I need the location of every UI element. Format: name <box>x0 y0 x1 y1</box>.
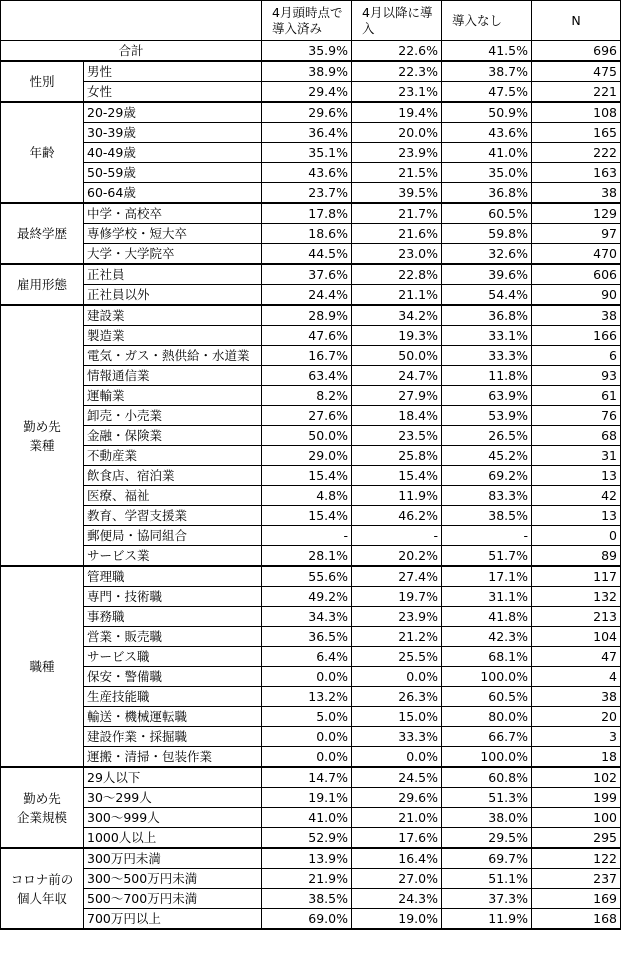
value-adopted-after-april: 21.1% <box>352 285 442 306</box>
value-n: 42 <box>532 486 621 506</box>
value-not-adopted: 53.9% <box>442 406 532 426</box>
table-row <box>1 909 621 930</box>
value-n: 89 <box>532 546 621 567</box>
row-label: 営業・販売職 <box>84 627 262 647</box>
value-n: 102 <box>532 767 621 788</box>
total-adopted-by-april: 35.9% <box>262 41 352 62</box>
value-adopted-by-april: 52.9% <box>262 828 352 849</box>
table-row <box>1 647 621 667</box>
value-not-adopted: 59.8% <box>442 224 532 244</box>
value-not-adopted: 39.6% <box>442 264 532 285</box>
row-label: 500～700万円未満 <box>84 889 262 909</box>
value-n: 93 <box>532 366 621 386</box>
table-body <box>1 41 621 930</box>
value-not-adopted: 35.0% <box>442 163 532 183</box>
value-not-adopted: 31.1% <box>442 587 532 607</box>
row-label: 運輸業 <box>84 386 262 406</box>
value-adopted-after-april: 20.0% <box>352 123 442 143</box>
value-n: 122 <box>532 848 621 869</box>
group-label: 勤め先 企業規模 <box>1 767 84 848</box>
row-label: 製造業 <box>84 326 262 346</box>
value-adopted-after-april: 23.9% <box>352 143 442 163</box>
table-row <box>1 546 621 567</box>
header-corner <box>1 1 262 41</box>
value-adopted-after-april: 0.0% <box>352 667 442 687</box>
value-adopted-after-april: 27.4% <box>352 566 442 587</box>
value-n: 4 <box>532 667 621 687</box>
value-not-adopted: 38.7% <box>442 61 532 82</box>
value-n: 61 <box>532 386 621 406</box>
group-label: 雇用形態 <box>1 264 84 305</box>
value-not-adopted: 33.3% <box>442 346 532 366</box>
row-label: 専門・技術職 <box>84 587 262 607</box>
row-label: 60-64歳 <box>84 183 262 204</box>
table-row <box>1 102 621 123</box>
table-row <box>1 346 621 366</box>
value-adopted-by-april: 49.2% <box>262 587 352 607</box>
value-not-adopted: 51.1% <box>442 869 532 889</box>
table-row <box>1 506 621 526</box>
group-label: 職種 <box>1 566 84 767</box>
group-label: 性別 <box>1 61 84 102</box>
value-adopted-by-april: 63.4% <box>262 366 352 386</box>
table-row <box>1 264 621 285</box>
row-label: 事務職 <box>84 607 262 627</box>
table-row <box>1 889 621 909</box>
value-n: 213 <box>532 607 621 627</box>
value-n: 163 <box>532 163 621 183</box>
value-adopted-after-april: 11.9% <box>352 486 442 506</box>
row-label: 300万円未満 <box>84 848 262 869</box>
row-label: サービス職 <box>84 647 262 667</box>
header-col-n: N <box>532 1 621 41</box>
total-n: 696 <box>532 41 621 62</box>
value-adopted-after-april: 19.3% <box>352 326 442 346</box>
table-row <box>1 526 621 546</box>
value-n: 132 <box>532 587 621 607</box>
value-adopted-by-april: 43.6% <box>262 163 352 183</box>
value-n: 47 <box>532 647 621 667</box>
row-label: 輸送・機械運転職 <box>84 707 262 727</box>
value-adopted-after-april: 22.8% <box>352 264 442 285</box>
value-n: 100 <box>532 808 621 828</box>
value-adopted-after-april: 23.1% <box>352 82 442 103</box>
value-not-adopted: 38.0% <box>442 808 532 828</box>
value-adopted-after-april: 34.2% <box>352 305 442 326</box>
value-adopted-by-april: 37.6% <box>262 264 352 285</box>
value-adopted-after-april: 23.9% <box>352 607 442 627</box>
row-label: 教育、学習支援業 <box>84 506 262 526</box>
value-n: 199 <box>532 788 621 808</box>
table-row <box>1 587 621 607</box>
value-not-adopted: - <box>442 526 532 546</box>
value-n: 108 <box>532 102 621 123</box>
group-label: 最終学歴 <box>1 203 84 264</box>
value-adopted-by-april: 27.6% <box>262 406 352 426</box>
value-adopted-by-april: 0.0% <box>262 667 352 687</box>
value-not-adopted: 17.1% <box>442 566 532 587</box>
value-adopted-by-april: - <box>262 526 352 546</box>
row-label: 中学・高校卒 <box>84 203 262 224</box>
table-row <box>1 566 621 587</box>
value-not-adopted: 69.7% <box>442 848 532 869</box>
table-row <box>1 244 621 265</box>
header-col-adopted-by-april: 4月頭時点で導入済み <box>262 1 352 41</box>
value-adopted-by-april: 29.4% <box>262 82 352 103</box>
value-adopted-after-april: 27.0% <box>352 869 442 889</box>
value-adopted-after-april: 19.7% <box>352 587 442 607</box>
value-n: 31 <box>532 446 621 466</box>
value-adopted-by-april: 19.1% <box>262 788 352 808</box>
table-row <box>1 326 621 346</box>
value-adopted-by-april: 36.5% <box>262 627 352 647</box>
value-not-adopted: 38.5% <box>442 506 532 526</box>
value-adopted-after-april: 24.5% <box>352 767 442 788</box>
value-n: 606 <box>532 264 621 285</box>
value-n: 3 <box>532 727 621 747</box>
row-label: 29人以下 <box>84 767 262 788</box>
value-not-adopted: 60.5% <box>442 203 532 224</box>
total-adopted-after-april: 22.6% <box>352 41 442 62</box>
value-adopted-after-april: 21.5% <box>352 163 442 183</box>
row-label: 男性 <box>84 61 262 82</box>
value-adopted-after-april: 18.4% <box>352 406 442 426</box>
value-adopted-by-april: 34.3% <box>262 607 352 627</box>
value-adopted-after-april: 23.0% <box>352 244 442 265</box>
table-row <box>1 869 621 889</box>
value-adopted-after-april: 25.8% <box>352 446 442 466</box>
value-adopted-by-april: 21.9% <box>262 869 352 889</box>
table-row <box>1 667 621 687</box>
value-not-adopted: 63.9% <box>442 386 532 406</box>
table-row <box>1 767 621 788</box>
value-adopted-after-april: 39.5% <box>352 183 442 204</box>
group-label: 勤め先 業種 <box>1 305 84 566</box>
value-adopted-by-april: 13.9% <box>262 848 352 869</box>
value-adopted-by-april: 44.5% <box>262 244 352 265</box>
value-adopted-by-april: 23.7% <box>262 183 352 204</box>
row-label: 郵便局・協同組合 <box>84 526 262 546</box>
table-row <box>1 305 621 326</box>
value-n: 222 <box>532 143 621 163</box>
value-adopted-after-april: 25.5% <box>352 647 442 667</box>
value-n: 18 <box>532 747 621 768</box>
row-label: 卸売・小売業 <box>84 406 262 426</box>
value-n: 38 <box>532 687 621 707</box>
row-label: 電気・ガス・熱供給・水道業 <box>84 346 262 366</box>
value-not-adopted: 83.3% <box>442 486 532 506</box>
table-row <box>1 123 621 143</box>
value-adopted-by-april: 16.7% <box>262 346 352 366</box>
value-n: 166 <box>532 326 621 346</box>
table-row <box>1 203 621 224</box>
row-label: 正社員以外 <box>84 285 262 306</box>
value-adopted-after-april: 24.7% <box>352 366 442 386</box>
group-label: 年齢 <box>1 102 84 203</box>
value-not-adopted: 47.5% <box>442 82 532 103</box>
value-adopted-by-april: 28.1% <box>262 546 352 567</box>
value-adopted-after-april: 27.9% <box>352 386 442 406</box>
value-n: 13 <box>532 466 621 486</box>
table-row <box>1 163 621 183</box>
row-label: サービス業 <box>84 546 262 567</box>
value-adopted-by-april: 69.0% <box>262 909 352 930</box>
row-label: 30～299人 <box>84 788 262 808</box>
value-n: 117 <box>532 566 621 587</box>
value-not-adopted: 29.5% <box>442 828 532 849</box>
header-col-adopted-after-april: 4月以降に導入 <box>352 1 442 41</box>
value-adopted-by-april: 17.8% <box>262 203 352 224</box>
value-adopted-after-april: 19.0% <box>352 909 442 930</box>
value-adopted-by-april: 4.8% <box>262 486 352 506</box>
value-not-adopted: 11.9% <box>442 909 532 930</box>
value-n: 237 <box>532 869 621 889</box>
table-row <box>1 386 621 406</box>
row-label: 50-59歳 <box>84 163 262 183</box>
value-n: 38 <box>532 305 621 326</box>
table-row <box>1 183 621 204</box>
value-adopted-after-april: 46.2% <box>352 506 442 526</box>
value-adopted-by-april: 15.4% <box>262 466 352 486</box>
value-adopted-after-april: 21.6% <box>352 224 442 244</box>
value-n: 475 <box>532 61 621 82</box>
total-row <box>1 41 621 62</box>
value-adopted-by-april: 35.1% <box>262 143 352 163</box>
value-n: 13 <box>532 506 621 526</box>
table-row <box>1 285 621 306</box>
value-adopted-by-april: 28.9% <box>262 305 352 326</box>
table-row <box>1 627 621 647</box>
total-label: 合計 <box>1 41 262 62</box>
value-not-adopted: 42.3% <box>442 627 532 647</box>
value-not-adopted: 68.1% <box>442 647 532 667</box>
table-row <box>1 727 621 747</box>
row-label: 専修学校・短大卒 <box>84 224 262 244</box>
table-row <box>1 446 621 466</box>
value-not-adopted: 11.8% <box>442 366 532 386</box>
value-adopted-after-april: 20.2% <box>352 546 442 567</box>
row-label: 医療、福祉 <box>84 486 262 506</box>
value-n: 6 <box>532 346 621 366</box>
value-n: 221 <box>532 82 621 103</box>
value-adopted-after-april: 26.3% <box>352 687 442 707</box>
row-label: 正社員 <box>84 264 262 285</box>
table-row <box>1 828 621 849</box>
value-n: 38 <box>532 183 621 204</box>
value-n: 470 <box>532 244 621 265</box>
value-not-adopted: 33.1% <box>442 326 532 346</box>
value-not-adopted: 51.3% <box>442 788 532 808</box>
value-adopted-after-april: 24.3% <box>352 889 442 909</box>
value-adopted-by-april: 8.2% <box>262 386 352 406</box>
value-adopted-after-april: 15.0% <box>352 707 442 727</box>
row-label: 飲食店、宿泊業 <box>84 466 262 486</box>
row-label: 20-29歳 <box>84 102 262 123</box>
value-not-adopted: 60.8% <box>442 767 532 788</box>
value-adopted-by-april: 41.0% <box>262 808 352 828</box>
table-row <box>1 224 621 244</box>
table-row <box>1 486 621 506</box>
table-row <box>1 61 621 82</box>
value-adopted-by-april: 47.6% <box>262 326 352 346</box>
value-not-adopted: 54.4% <box>442 285 532 306</box>
value-adopted-after-april: 50.0% <box>352 346 442 366</box>
value-adopted-by-april: 6.4% <box>262 647 352 667</box>
row-label: 生産技能職 <box>84 687 262 707</box>
value-not-adopted: 66.7% <box>442 727 532 747</box>
row-label: 情報通信業 <box>84 366 262 386</box>
value-n: 295 <box>532 828 621 849</box>
value-adopted-after-april: 15.4% <box>352 466 442 486</box>
row-label: 女性 <box>84 82 262 103</box>
value-n: 20 <box>532 707 621 727</box>
row-label: 40-49歳 <box>84 143 262 163</box>
value-adopted-by-april: 0.0% <box>262 727 352 747</box>
value-adopted-after-april: 21.7% <box>352 203 442 224</box>
table-row <box>1 143 621 163</box>
value-adopted-after-april: 33.3% <box>352 727 442 747</box>
value-not-adopted: 100.0% <box>442 667 532 687</box>
value-not-adopted: 36.8% <box>442 183 532 204</box>
group-label: コロナ前の 個人年収 <box>1 848 84 929</box>
value-adopted-after-april: - <box>352 526 442 546</box>
table-row <box>1 808 621 828</box>
total-not-adopted: 41.5% <box>442 41 532 62</box>
value-adopted-after-april: 22.3% <box>352 61 442 82</box>
table-row <box>1 747 621 768</box>
value-adopted-by-april: 36.4% <box>262 123 352 143</box>
value-adopted-by-april: 5.0% <box>262 707 352 727</box>
value-adopted-after-april: 17.6% <box>352 828 442 849</box>
value-adopted-after-april: 0.0% <box>352 747 442 768</box>
value-not-adopted: 41.0% <box>442 143 532 163</box>
value-adopted-by-april: 38.9% <box>262 61 352 82</box>
value-not-adopted: 100.0% <box>442 747 532 768</box>
value-n: 0 <box>532 526 621 546</box>
table-row <box>1 406 621 426</box>
value-not-adopted: 41.8% <box>442 607 532 627</box>
row-label: 大学・大学院卒 <box>84 244 262 265</box>
value-adopted-after-april: 21.0% <box>352 808 442 828</box>
row-label: 運搬・清掃・包装作業 <box>84 747 262 768</box>
value-not-adopted: 60.5% <box>442 687 532 707</box>
value-n: 169 <box>532 889 621 909</box>
row-label: 300～500万円未満 <box>84 869 262 889</box>
table-row <box>1 788 621 808</box>
value-n: 129 <box>532 203 621 224</box>
row-label: 300～999人 <box>84 808 262 828</box>
value-adopted-by-april: 18.6% <box>262 224 352 244</box>
table-row <box>1 466 621 486</box>
table-row <box>1 607 621 627</box>
value-not-adopted: 37.3% <box>442 889 532 909</box>
value-n: 97 <box>532 224 621 244</box>
table-row <box>1 707 621 727</box>
row-label: 不動産業 <box>84 446 262 466</box>
value-not-adopted: 26.5% <box>442 426 532 446</box>
value-adopted-by-april: 14.7% <box>262 767 352 788</box>
value-n: 68 <box>532 426 621 446</box>
table-row <box>1 426 621 446</box>
value-n: 76 <box>532 406 621 426</box>
row-label: 保安・警備職 <box>84 667 262 687</box>
value-adopted-by-april: 13.2% <box>262 687 352 707</box>
value-n: 165 <box>532 123 621 143</box>
row-label: 建設業 <box>84 305 262 326</box>
table-row <box>1 82 621 103</box>
value-n: 90 <box>532 285 621 306</box>
header-row <box>1 1 621 41</box>
value-adopted-by-april: 38.5% <box>262 889 352 909</box>
value-not-adopted: 80.0% <box>442 707 532 727</box>
value-not-adopted: 50.9% <box>442 102 532 123</box>
value-n: 104 <box>532 627 621 647</box>
value-adopted-by-april: 50.0% <box>262 426 352 446</box>
value-adopted-after-april: 16.4% <box>352 848 442 869</box>
row-label: 1000人以上 <box>84 828 262 849</box>
row-label: 管理職 <box>84 566 262 587</box>
table-row <box>1 848 621 869</box>
value-adopted-by-april: 15.4% <box>262 506 352 526</box>
value-n: 168 <box>532 909 621 930</box>
value-adopted-by-april: 29.0% <box>262 446 352 466</box>
value-adopted-by-april: 0.0% <box>262 747 352 768</box>
table-row <box>1 366 621 386</box>
table-row <box>1 687 621 707</box>
row-label: 建設作業・採掘職 <box>84 727 262 747</box>
value-not-adopted: 45.2% <box>442 446 532 466</box>
row-label: 金融・保険業 <box>84 426 262 446</box>
row-label: 700万円以上 <box>84 909 262 930</box>
value-adopted-by-april: 55.6% <box>262 566 352 587</box>
value-not-adopted: 32.6% <box>442 244 532 265</box>
value-adopted-after-april: 29.6% <box>352 788 442 808</box>
value-adopted-by-april: 29.6% <box>262 102 352 123</box>
row-label: 30-39歳 <box>84 123 262 143</box>
value-adopted-by-april: 24.4% <box>262 285 352 306</box>
value-adopted-after-april: 19.4% <box>352 102 442 123</box>
value-not-adopted: 36.8% <box>442 305 532 326</box>
value-not-adopted: 43.6% <box>442 123 532 143</box>
value-adopted-after-april: 23.5% <box>352 426 442 446</box>
value-not-adopted: 69.2% <box>442 466 532 486</box>
header-col-not-adopted: 導入なし <box>442 1 532 41</box>
value-adopted-after-april: 21.2% <box>352 627 442 647</box>
value-not-adopted: 51.7% <box>442 546 532 567</box>
